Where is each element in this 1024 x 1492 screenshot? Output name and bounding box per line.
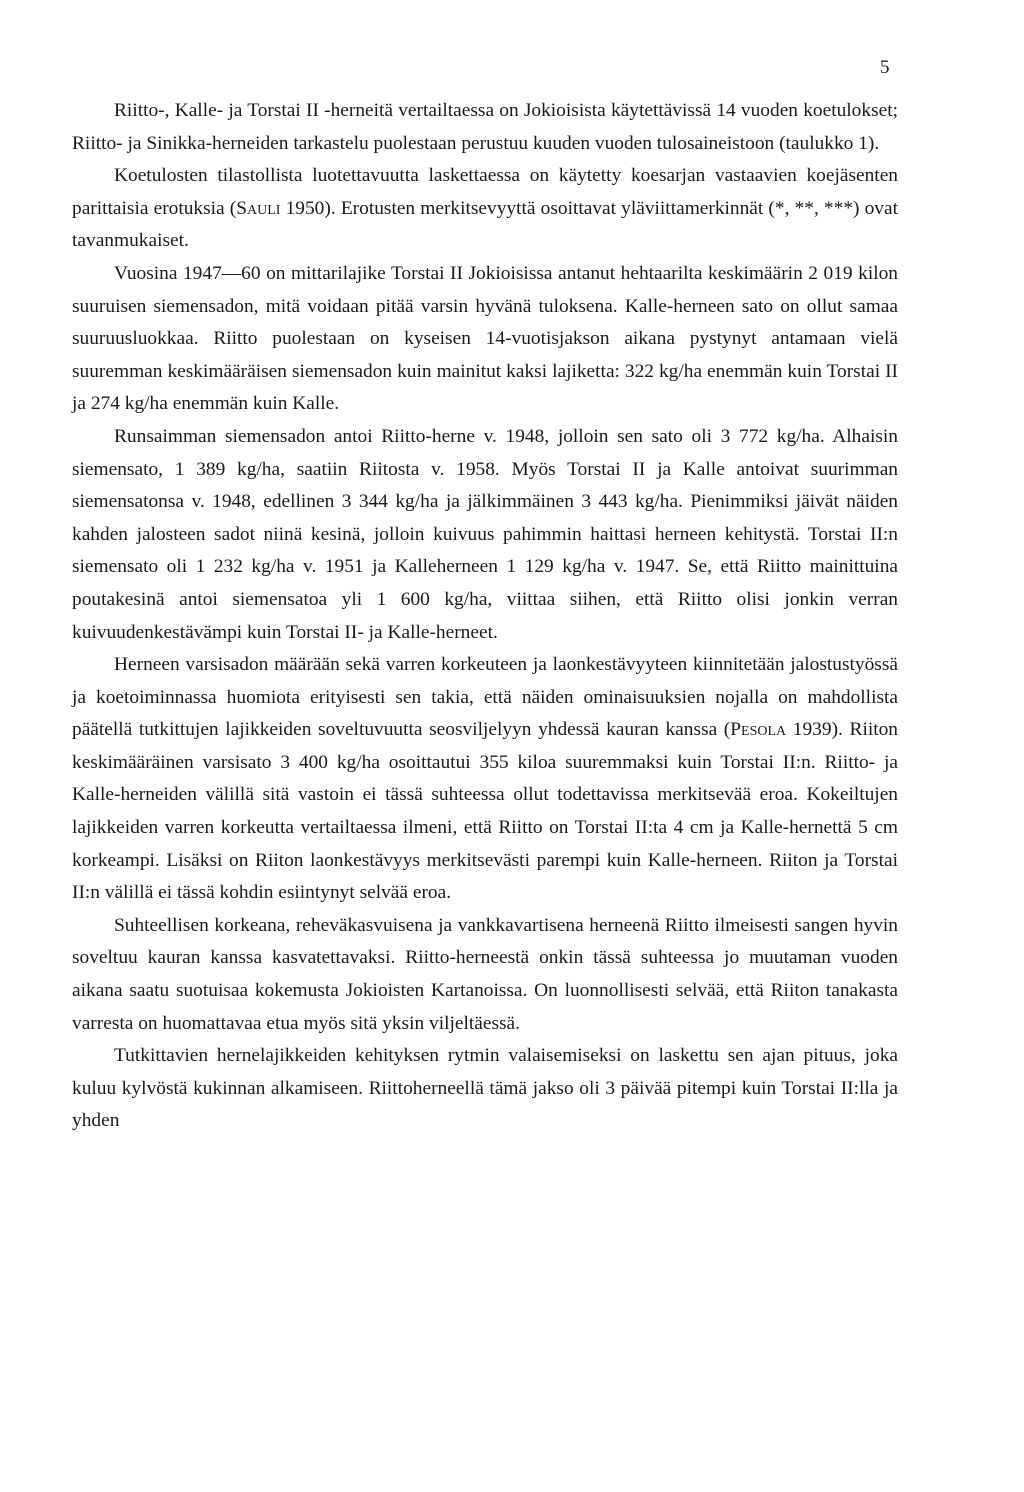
cited-author: Pesola <box>730 719 787 741</box>
body-text <box>72 95 898 1138</box>
paragraph-seed-yield-extremes: Runsaimman siemensadon antoi Riitto-herne v. 1948, jolloin sen sato oli 3 772 kg/ha. Alhaisin siemensato, 1 389 kg/ha, saatiin Riitosta v. 1958. Myös Torstai II ja Kalle antoivat suurimman siemensatonsa v. 1948, edellinen 3 344 kg/ha ja jälkimmäinen 3 443 kg/ha. Pienimmiksi jäivät näiden kahden jalosteen sadot niinä kesinä, jolloin kuivuus pahimmin haittasi herneen kehitystä. Torstai II:n siemensato oli 1 232 kg/ha v. 1951 ja Kalleherneen 1 129 kg/ha v. 1947. Se, että Riitto mainittuina poutakesinä antoi siemensatoa yli 1 600 kg/ha, viittaa siihen, että Riitto olisi jonkin verran kuivuudenkestävämpi kuin Torstai II- ja Kalle-herneet. <box>72 425 898 643</box>
paragraph-mixed-cultivation: Suhteellisen korkeana, reheväkasvuisena ja vankkavartisena herneenä Riitto ilmeisesti sangen hyvin soveltuu kauran kanssa kasvatettavaksi. Riitto-herneestä onkin tässä suhteessa jo muutaman vuoden aikana saatu suotuisaa kokemusta Jokioisten Kartanoissa. On luonnollisesti selvää, että Riiton tanakasta varresta on huomattavaa etua myös sitä yksin viljeltäessä. <box>72 914 898 1034</box>
paragraph-statistics-method: Koetulosten tilastollista luotettavuutta laskettaessa on käytetty koesarjan vastaavien koejäsenten parittaisia erotuksia (Sauli 1950). Erotusten merkitsevyyttä osoittavat yläviittamerkinnät (*, **, ***) ovat tavanmukaiset. <box>72 165 898 252</box>
paragraph-development-rhythm: Tutkittavien hernelajikkeiden kehityksen rytmin valaisemiseksi on laskettu sen ajan pituus, joka kuluu kylvöstä kukinnan alkamiseen. Riittoherneellä tämä jakso oli 3 päivää pitempi kuin Torstai II:lla ja yhden <box>72 1045 898 1132</box>
paragraph-comparison-basis: Riitto-, Kalle- ja Torstai II -herneitä vertailtaessa on Jokioisista käytettävissä 14 vuoden koetulokset; Riitto- ja Sinikka-herneiden tarkastelu puolestaan perustuu kuuden vuoden tulosaineistoon (taulukko 1). <box>72 100 898 154</box>
cited-author: Sauli <box>236 197 281 219</box>
paragraph-stem-yield: Herneen varsisadon määrään sekä varren korkeuteen ja laonkestävyyteen kiinnitetään jalostustyössä ja koetoiminnassa huomiota erityisesti sen takia, että näiden ominaisuuksien nojalla on mahdollista päätellä tutkittujen lajikkeiden soveltuvuutta seosviljelyyn yhdessä kauran kanssa (Pesola 1939). Riiton keskimääräinen varsisato 3 400 kg/ha osoittautui 355 kiloa suuremmaksi kuin Torstai II:n. Riitto- ja Kalle-herneiden välillä sitä vastoin ei tässä suhteessa ollut todettavissa merkitsevää eroa. Kokeiltujen lajikkeiden varren korkeutta vertailtaessa ilmeni, että Riitto on Torstai II:ta 4 cm ja Kalle-hernettä 5 cm korkeampi. Lisäksi on Riiton laonkestävyys merkitsevästi parempi kuin Kalle-herneen. Riiton ja Torstai II:n välillä ei tässä kohdin esiintynyt selvää eroa. <box>72 654 898 904</box>
page-number: 5 <box>880 57 890 78</box>
paragraph-seed-yield-average: Vuosina 1947—60 on mittarilajike Torstai II Jokioisissa antanut hehtaarilta keskimäärin 2 019 kilon suuruisen siemensadon, mitä voidaan pitää varsin hyvänä tuloksena. Kalle-herneen sato on ollut samaa suuruusluokkaa. Riitto puolestaan on kyseisen 14-vuotisjakson aikana pystynyt antamaan vielä suuremman keskimääräisen siemensadon kuin mainitut kaksi lajiketta: 322 kg/ha enemmän kuin Torstai II ja 274 kg/ha enemmän kuin Kalle. <box>72 262 898 415</box>
